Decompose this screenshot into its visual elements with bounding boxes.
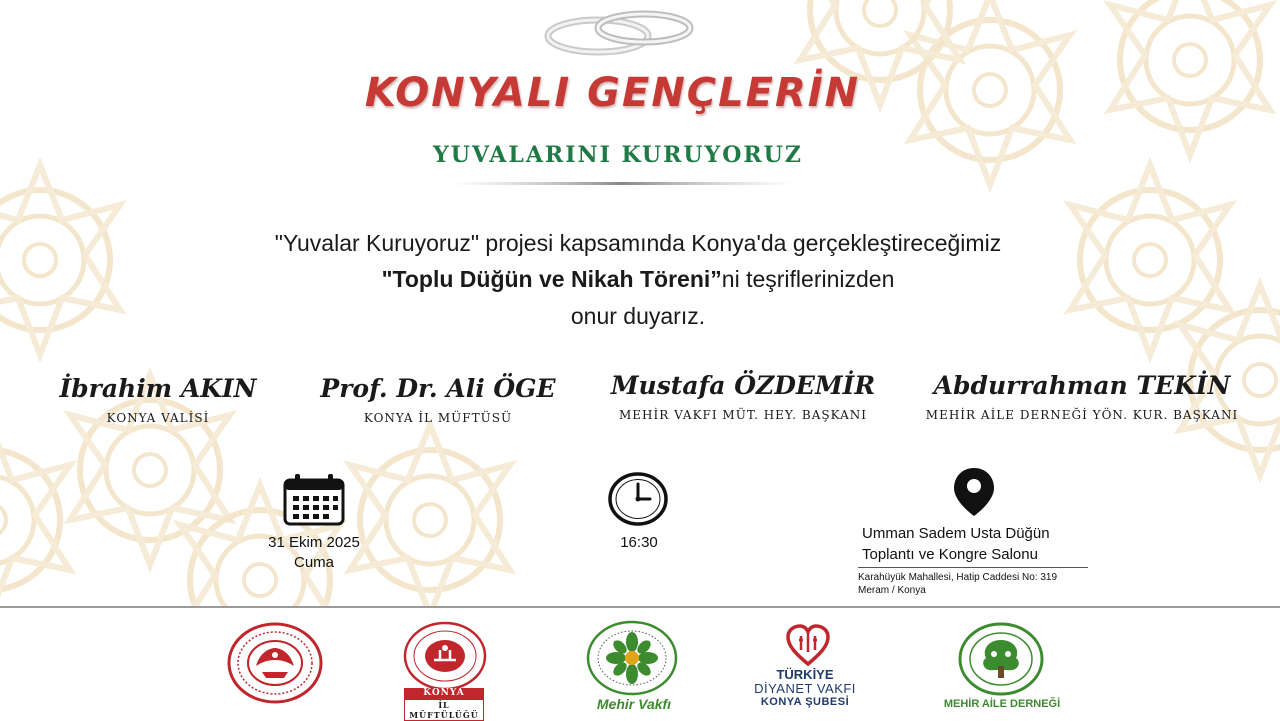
host-name: İbrahim AKIN	[59, 374, 257, 403]
host-role: MEHİR VAKFI MÜT. HEY. BAŞKANI	[618, 408, 868, 422]
konya-valiligi-seal-icon	[226, 622, 324, 704]
invitation-line-2-rest: ni teşriflerinizden	[721, 266, 895, 292]
subtitle-underline	[450, 180, 795, 188]
muftuluk-label	[404, 688, 484, 720]
page-title: KONYALI GENÇLERİN	[364, 70, 861, 116]
diyanet-line-3: KONYA ŞUBESİ	[760, 696, 850, 708]
diyanet-vakfi-logo-icon	[786, 624, 830, 668]
event-time: 16:30	[620, 534, 658, 551]
host-name: Abdurrahman TEKİN	[933, 371, 1231, 400]
muftuluk-label-bottom: İL MÜFTÜLÜĞÜ	[404, 699, 484, 721]
host-mehir-dernek	[912, 371, 1252, 422]
event-day-value: Cuma	[293, 554, 334, 571]
mehir-vakfi-emblem-icon	[586, 620, 678, 696]
host-role: MEHİR AİLE DERNEĞİ YÖN. KUR. BAŞKANI	[925, 408, 1239, 422]
ceremony-name: "Toplu Düğün ve Nikah Töreni”	[381, 266, 722, 292]
calendar-icon	[283, 474, 345, 526]
location-pin-icon	[952, 466, 996, 518]
event-date	[234, 533, 394, 573]
diyanet-line-1: TÜRKİYE	[776, 667, 834, 682]
event-date-value: 31 Ekim 2025	[268, 534, 360, 551]
mehir-aile-dernegi-emblem-icon	[958, 622, 1044, 696]
invitation-line-3: onur duyarız.	[570, 303, 706, 329]
konya-muftulugu-emblem-icon	[402, 620, 488, 690]
host-muftu	[268, 374, 608, 425]
invitation-line-1: "Yuvalar Kuruyoruz" projesi kapsamında Konya'da gerçekleştireceğimiz	[274, 230, 1002, 256]
host-mehir-vakfi	[573, 371, 913, 422]
host-name: Mustafa ÖZDEMİR	[610, 371, 876, 400]
invitation-line-2	[0, 266, 1276, 293]
page-subtitle: YUVALARINI KURUYORUZ	[433, 142, 803, 168]
mehir-aile-dernegi-label: MEHİR AİLE DERNEĞİ	[943, 698, 1061, 710]
mehir-vakfi-label: Mehir Vakfı	[596, 696, 672, 712]
venue-name-line-2: Toplantı ve Kongre Salonu	[862, 546, 1038, 563]
venue-divider	[858, 567, 1088, 568]
venue-address-line-2: Meram / Konya	[858, 585, 926, 596]
venue-name-line-1: Umman Sadem Usta Düğün	[862, 525, 1050, 542]
host-role: KONYA VALİSİ	[106, 411, 210, 425]
host-name: Prof. Dr. Ali ÖGE	[320, 374, 556, 403]
venue-address-line-1: Karahüyük Mahallesi, Hatip Caddesi No: 319	[858, 572, 1057, 583]
muftuluk-label-top: KONYA	[404, 688, 484, 699]
diyanet-vakfi-label	[742, 668, 868, 709]
clock-icon	[608, 472, 668, 526]
wedding-rings-icon	[540, 6, 700, 60]
diyanet-line-2: DİYANET VAKFI	[754, 681, 856, 696]
host-role: KONYA İL MÜFTÜSÜ	[363, 411, 513, 425]
